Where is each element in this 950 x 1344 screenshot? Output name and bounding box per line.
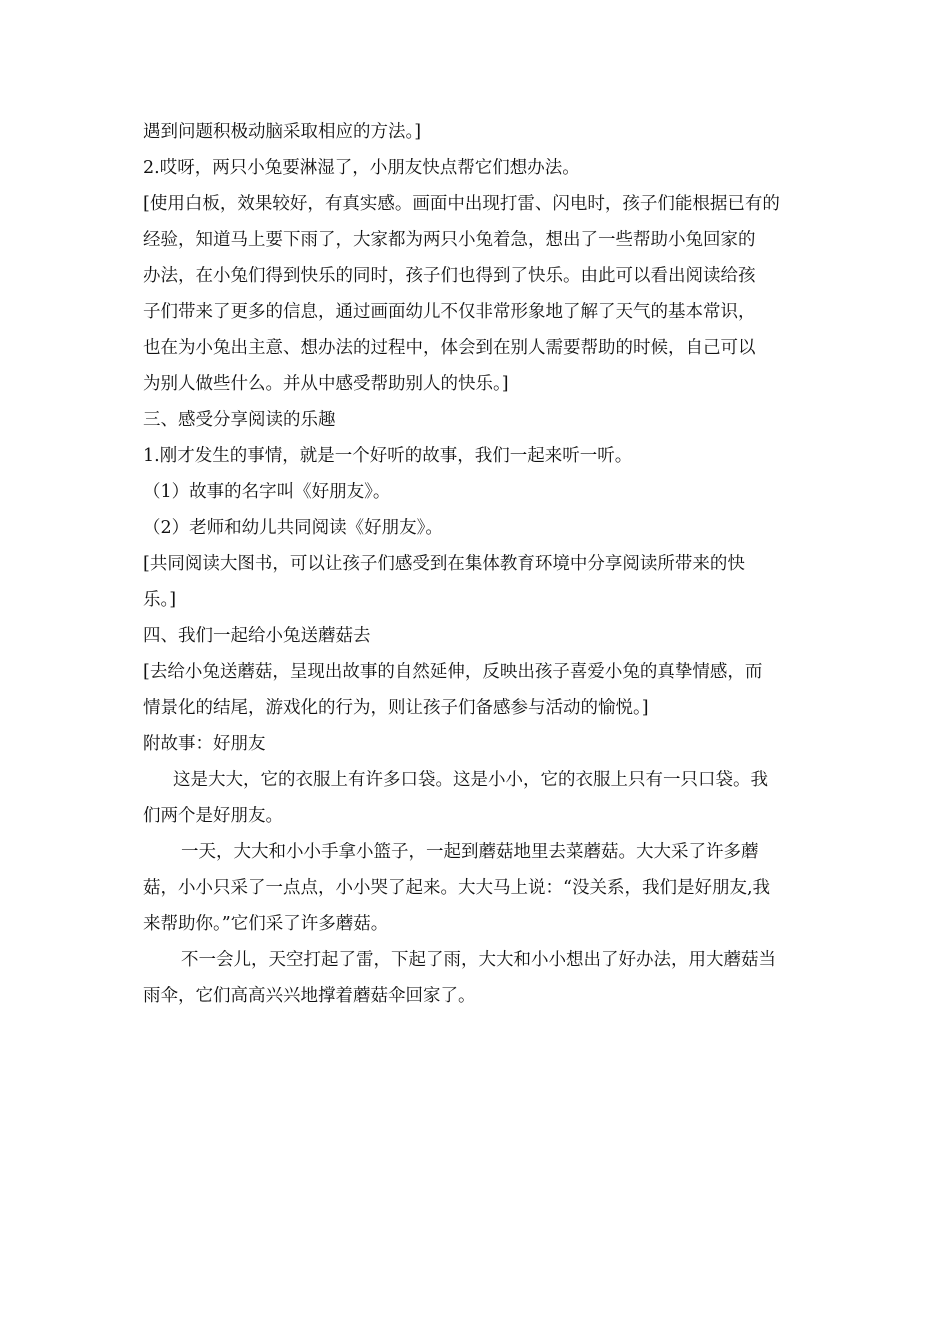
text-line: 为别人做些什么。并从中感受帮助别人的快乐。] — [143, 374, 509, 394]
story-paragraph: 这是大大，它的衣服上有许多口袋。这是小小，它的衣服上只有一只口袋。我 — [173, 770, 768, 790]
story-paragraph: 一天，大大和小小手拿小篮子，一起到蘑菇地里去菜蘑菇。大大采了许多蘑 — [181, 842, 759, 862]
list-item: （2）老师和幼儿共同阅读《好朋友》。 — [143, 518, 443, 538]
story-line: 雨伞，它们高高兴兴地撑着蘑菇伞回家了。 — [143, 986, 476, 1006]
text-line: 2.哎呀，两只小兔要淋湿了，小朋友快点帮它们想办法。 — [143, 158, 580, 178]
text-line: 经验，知道马上要下雨了，大家都为两只小兔着急，想出了一些帮助小兔回家的 — [143, 230, 756, 250]
story-title: 附故事：好朋友 — [143, 734, 266, 754]
text-line: 1.刚才发生的事情，就是一个好听的故事，我们一起来听一听。 — [143, 446, 633, 466]
section-heading: 三、感受分享阅读的乐趣 — [143, 410, 336, 430]
text-line: 遇到问题积极动脑采取相应的方法。] — [143, 122, 422, 142]
story-line: 菇，小小只采了一点点，小小哭了起来。大大马上说：“没关系，我们是好朋友,我 — [143, 878, 771, 898]
text-line: [使用白板，效果较好，有真实感。画面中出现打雷、闪电时，孩子们能根据已有的 — [143, 194, 780, 214]
text-line: 情景化的结尾，游戏化的行为，则让孩子们备感参与活动的愉悦。] — [143, 698, 649, 718]
story-line: 们两个是好朋友。 — [143, 806, 283, 826]
list-item: （1）故事的名字叫《好朋友》。 — [143, 482, 391, 502]
text-line: 办法，在小兔们得到快乐的同时，孩子们也得到了快乐。由此可以看出阅读给孩 — [143, 266, 756, 286]
text-line: [共同阅读大图书，可以让孩子们感受到在集体教育环境中分享阅读所带来的快 — [143, 554, 745, 574]
text-line: 乐。] — [143, 590, 177, 610]
story-line: 来帮助你。”它们采了许多蘑菇。 — [143, 914, 389, 934]
document-body — [143, 114, 811, 1014]
text-line: [去给小兔送蘑菇，呈现出故事的自然延伸，反映出孩子喜爱小兔的真挚情感，而 — [143, 662, 763, 682]
text-line: 也在为小兔出主意、想办法的过程中，体会到在别人需要帮助的时候，自己可以 — [143, 338, 756, 358]
section-heading: 四、我们一起给小兔送蘑菇去 — [143, 626, 371, 646]
story-paragraph: 不一会儿，天空打起了雷，下起了雨，大大和小小想出了好办法，用大蘑菇当 — [181, 950, 776, 970]
text-line: 子们带来了更多的信息，通过画面幼儿不仅非常形象地了解了天气的基本常识， — [143, 302, 756, 322]
